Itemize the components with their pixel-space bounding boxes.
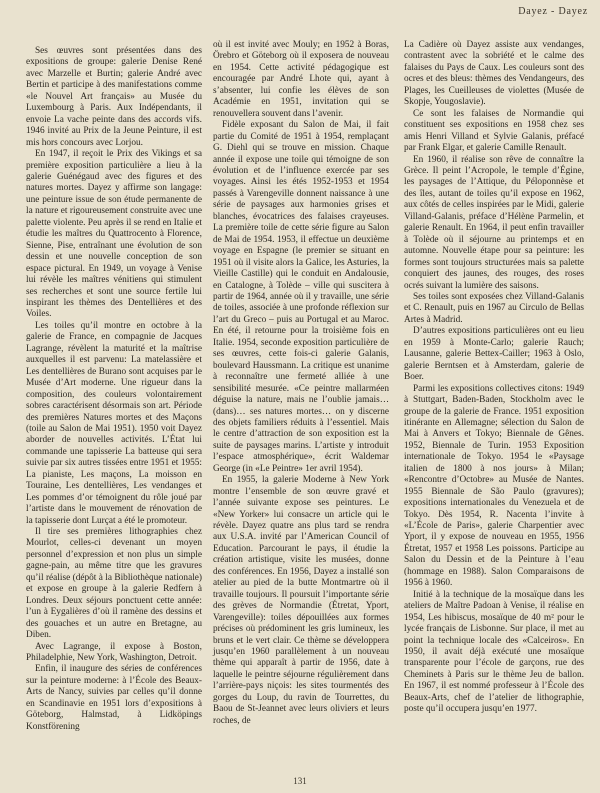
paragraph: Il tire ses premières lithographies chez Mourlot, celles-ci devenant un moyen personnel d’expression et non plus un simple gagne-pain, au même titre que les gravures qu’il réalise (dépôt à la Bibliothèque nationale) et expose en groupe à la galerie Redfern à Londres. Deux séjours ponctuent cette année: l’un à Eygalières d’où il ramène des dessins et des gouaches et un autre en Bretagne, au Diben. xyxy=(26,527,202,641)
page-number: 131 xyxy=(293,776,307,786)
paragraph: Avec Lagrange, il expose à Boston, Philadelphie, New York, Washington, Detroit. xyxy=(26,641,202,664)
paragraph: La Cadière où Dayez assiste aux vendanges, contrastent avec la sobriété et le calme des falaises du Pays de Caux. Les couleurs sont des ocres et des bleus: thèmes des Vendangeurs, des Plages, les Cueilleuses de violettes (Musée de Skopje, Yougoslavie). xyxy=(404,40,584,108)
paragraph: Parmi les expositions collectives citons: 1949 à Stuttgart, Baden-Baden, Stockholm avec le groupe de la galerie de France. 1951 exposition itinérante en Allemagne; sélection du Salon de Mai à Anvers et Tokyo; Biennale de Gênes. 1952, Biennale de Turin. 1953 Exposition internationale de Tokyo. 1954 le «Paysage italien de 1800 à nos jours» à Milan; «Rencontre d’Octobre» au Musée de Nantes. 1955 Biennale de São Paulo (gravures); expositions internationales du Venezuela et de Tokyo. Dès 1954, R. Nacenta l’invite à «L’École de Paris», galerie Charpentier avec Yport, il y expose de nouveau en 1955, 1956 Étretat, 1957 et 1958 Les poissons. Participe au Salon du Dessin et de la Peinture à l’eau (hommage en 1988). Salon Comparaisons de 1956 à 1960. xyxy=(404,383,584,589)
paragraph: D’autres expositions particulières ont eu lieu en 1959 à Monte-Carlo; galerie Rauch; Lausanne, galerie Bettex-Cailler; 1963 à Oslo, galerie Berntsen et à Amsterdam, galerie de Boer. xyxy=(404,326,584,383)
paragraph: Ce sont les falaises de Normandie qui constituent ses expositions en 1958 chez ses amis Henri Villand et Sylvie Galanis, préfacé par Frank Elgar, et galerie Camille Renault. xyxy=(404,108,584,154)
paragraph: Fidèle exposant du Salon de Mai, il fait partie du Comité de 1951 à 1954, remplaçant G. Diehl qui se trouve en mission. Chaque année il expose une toile qui témoigne de son évolution et de l’influence exercée par ses voyages. Ainsi les étés 1952-1953 et 1954 passés à Varengeville donnent naissance à une série de paysages aux harmonies grises et blanches, évocatrices des falaises crayeuses. La première toile de cette série figure au Salon de Mai de 1954. 1953, il effectue un deuxième voyage en Espagne (le premier se situant en 1951 où il visite alors la Galice, les Asturies, la Vieille Castille) qui le conduit en Andalousie, en Catalogne, à Tolède – ville qui suscitera à partir de 1964, année où il y travaille, une série de toiles, associée à une profonde réflexion sur l’art du Greco – puis au Portugal et au Maroc. En été, il retourne pour la troisième fois en Italie. 1954, seconde exposition particulière de ses œuvres, cette fois-ci galerie Galanis, boulevard Haussmann. La critique est unanime à reconnaître une fermeté alliée à une sensibilité mesurée. «Ce peintre mallarméen déguise la nature, mais ne l’oublie jamais… (dans)… ses natures mortes… on y discerne des objets familiers réduits à l’essentiel. Mais le centre d’attraction de son exposition est la suite de paysages marins. L’artiste y introduit l’espace atmosphérique», écrit Waldemar George (in «Le Peintre» 1er avril 1954). xyxy=(213,120,389,474)
paragraph: En 1960, il réalise son rêve de connaître la Grèce. Il peint l’Acropole, le temple d’Égine, les paysages de l’Attique, du Péloponnèse et des îles, autant de toiles qu’il expose en 1962, aux côtés de celles inspirées par le Midi, galerie Villand-Galanis, préface d’Hélène Parmelin, et galerie Renault. En 1964, il peut enfin travailler à Tolède où il séjourne au printemps et en automne. Nouvelle étape pour sa peinture: les formes sont toujours structurées mais sa palette conquiert des jaunes, des rouges, des roses ocrés suivant la lumière des saisons. xyxy=(404,154,584,291)
paragraph: Les toiles qu’il montre en octobre à la galerie de France, en compagnie de Jacques Lagrange, révèlent la maturité et la maîtrise auxquelles il est parvenu: La matelassière et Les dentellières de Burano sont acquises par le Musée d’Art moderne. Une rigueur dans la composition, des couleurs volontairement sobres caractérisent désormais son art. Période des premières Natures mortes et des Maçons (toile au Salon de Mai 1951). 1950 voit Dayez aborder de nouvelles activités. L’État lui commande une tapisserie La batteuse qui sera suivie par six autres tissées entre 1951 et 1955: La pianiste, Les maçons, La moisson en Touraine, Les dentellières, Les vendanges et Les pommes d’or témoignent du rôle joué par l’artiste dans le mouvement de rénovation de la tapisserie dont Lurçat a été le promoteur. xyxy=(26,320,202,526)
paragraph: En 1955, la galerie Moderne à New York montre l’ensemble de son œuvre gravé et l’année suivante expose ses peintures. Le «New Yorker» lui consacre un article qui le révèle. Dayez quatre ans plus tard se rendra aux U.S.A. invité par l’American Council of Education. Parcourant le pays, il étudie la création artistique, visite les musées, donne des conférences. En 1956, Dayez a installé son atelier au pied de la butte Montmartre où il travaille toujours. Il poursuit l’importante série des grèves de Normandie (Étretat, Yport, Varengeville): toiles dépouillées aux formes précises où prédominent les gris lumineux, les bruns et le vert clair. Ce thème se développera jusqu’en 1960 parallèlement à un nouveau thème qui apparaît à partir de 1956, date à laquelle le peintre séjourne régulièrement dans l’arrière-pays niçois: les sites tourmentés des gorges du Loup, du ravin de Tourrettes, du Baou de St-Jeannet avec leurs oliviers et leurs roches, de xyxy=(213,475,389,726)
paragraph: En 1947, il reçoit le Prix des Vikings et sa première exposition particulière a lieu à la galerie Guénégaud avec des figures et des natures mortes. Dayez y affirme son langage: une peinture issue de son étude permanente de la nature et rigoureusement construite avec une palette violente. Peu après il se rend en Italie et étudie les maîtres du Quattrocento à Florence, Sienne, Pise, entraînant une évolution de son dessin et une nouvelle conception de son espace pictural. En 1949, un voyage à Venise lui révèle les maîtres vénitiens qui stimulent ses recherches et sont une source fertile lui inspirant les thèmes des Dentellières et des Voiles. xyxy=(26,149,202,320)
paragraph: Ses toiles sont exposées chez Villand-Galanis et C. Renault, puis en 1967 au Circulo de Bellas Artes à Madrid. xyxy=(404,291,584,325)
text-column-1 xyxy=(26,46,202,733)
paragraph: Enfin, il inaugure des séries de conférences sur la peinture moderne: à l’École des Beaux-Arts de Nancy, suivies par celles qu’il donne en Scandinavie en 1951 lors d’expositions à Göteborg, Halmstad, à Lidköpings Konstförening xyxy=(26,664,202,732)
paragraph: Initié à la technique de la mosaïque dans les ateliers de Maître Padoan à Venise, il réalise en 1954, Les hibiscus, mosaïque de 40 m² pour le lycée français de Lisbonne. Sur place, il met au point la technique locale des «Calceiros». En 1950, il avait déjà exécuté une mosaïque transparente pour l’école de garçons, rue des Cheminets à Paris sur le thème Jeu de ballon. En 1967, il est nommé professeur à l’École des Beaux-Arts, chef de l’atelier de lithographie, poste qu’il occupera jusqu’en 1977. xyxy=(404,589,584,715)
paragraph: Ses œuvres sont présentées dans des expositions de groupe: galerie Denise René avec Marzelle et Burtin; galerie André avec Bertin et participe à des manifestations comme «le Nouvel Art français» au Musée du Luxembourg à Paris. Aux Indépendants, il envoie La vache peinte dans des accords vifs. 1946 invité au Prix de la Jeune Peinture, il est mis hors concours avec Lorjou. xyxy=(26,46,202,148)
text-column-2 xyxy=(213,40,389,727)
text-column-3 xyxy=(404,40,584,716)
paragraph: où il est invité avec Mouly; en 1952 à Boras, Örebro et Göteborg où il exposera de nouveau en 1954. Cette activité pédagogique est encouragée par André Lhote qui, ayant à s’absenter, lui confie les élèves de son Académie en 1951, invitation qui se renouvellera souvent dans l’avenir. xyxy=(213,40,389,119)
running-header: Dayez - Dayez xyxy=(518,6,588,17)
